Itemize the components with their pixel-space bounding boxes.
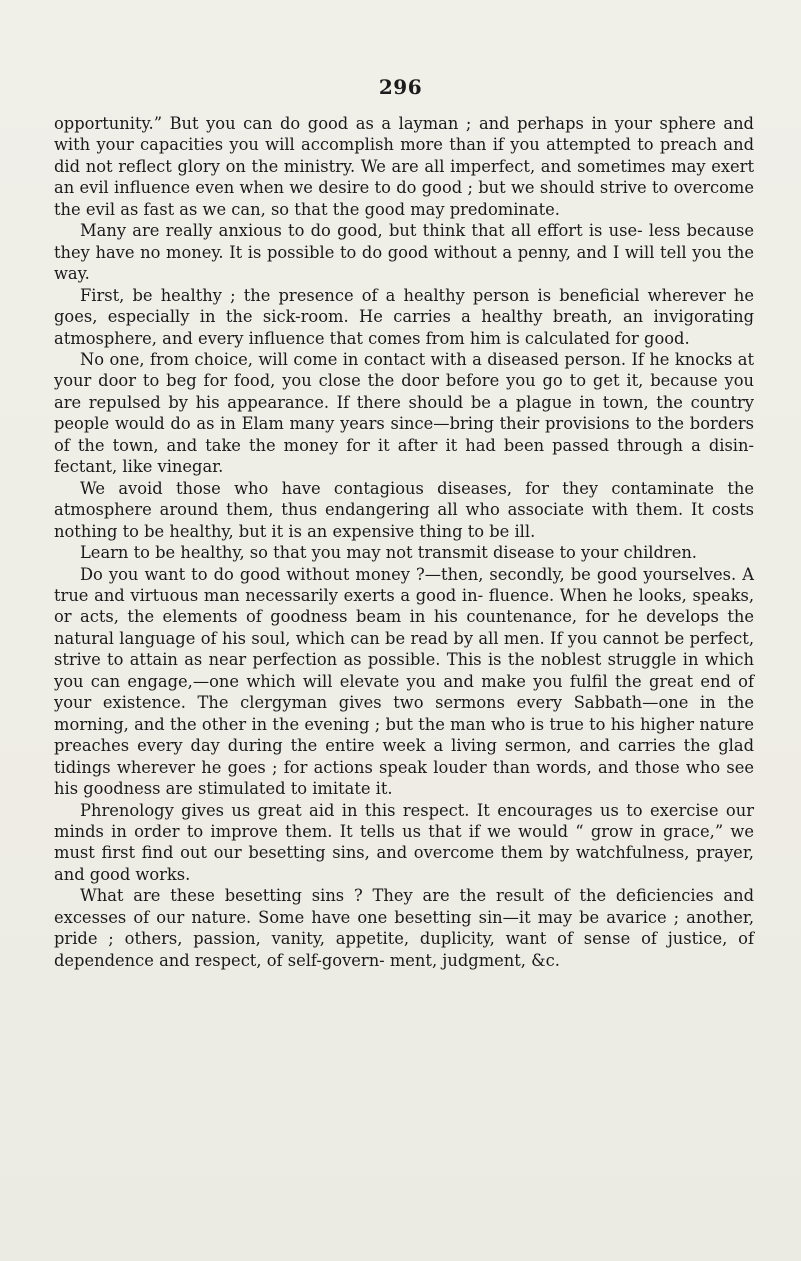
page-number: 296 [378, 75, 423, 99]
paragraph: Phrenology gives us great aid in this respect. It encourages us to exercise our minds in order to improve them. It tells us that if we would “ grow in grace,” we must first find out our besetting sins, and overcome them by watchfulness, prayer, and good works. [54, 800, 754, 884]
paragraph: Do you want to do good without money ?—then, secondly, be good yourselves. A true and virtuous man necessarily exerts a good in- fluence. When he looks, speaks, or acts, the elements of goodness beam in his countenance, for he develops the natural language of his soul, which can be read by all men. If you cannot be perfect, strive to attain as near perfection as possible. This is the noblest struggle in which you can engage,—one which will elevate you and make you fulfil the great end of your existence. The clergyman gives two sermons every Sabbath—one in the morning, and the other in the evening ; but the man who is true to his higher nature preaches every day during the entire week a living sermon, and carries the glad tidings wherever he goes ; for actions speak louder than words, and those who see his goodness are stimulated to imitate it. [54, 564, 754, 799]
paragraph: We avoid those who have contagious diseases, for they contaminate the atmosphere around them, thus endangering all who associate with them. It costs nothing to be healthy, but it is an expensive thing to be ill. [54, 478, 754, 541]
paragraph: Many are really anxious to do good, but think that all effort is use- less because they have no money. It is possible to do good without a penny, and I will tell you the way. [54, 221, 754, 284]
paragraph: First, be healthy ; the presence of a healthy person is beneficial wherever he goes, especially in the sick-room. He carries a healthy breath, an invigorating atmosphere, and every influence that comes from him is calculated for good. [54, 285, 754, 348]
paragraph: What are these besetting sins ? They are the result of the deficiencies and excesses of our nature. Some have one besetting sin—it may be avarice ; another, pride ; others, passion, vanity, appetite, duplicity, want of sense of justice, of dependence and respect, of self-govern- ment, judgment, &c. [54, 886, 754, 970]
paragraph: No one, from choice, will come in contact with a diseased person. If he knocks at your door to beg for food, you close the door before you go to get it, because you are repulsed by his appearance. If there should be a plague in town, the country people would do as in Elam many years since—bring their provisions to the borders of the town, and take the money for it after it had been passed through a disin- fectant, like vinegar. [54, 349, 754, 477]
page-body [54, 113, 754, 971]
paragraph: opportunity.” But you can do good as a layman ; and perhaps in your sphere and with your capacities you will accomplish more than if you attempted to preach and did not reflect glory on the ministry. We are all imperfect, and sometimes may exert an evil influence even when we desire to do good ; but we should strive to overcome the evil as fast as we can, so that the good may predominate. [54, 114, 754, 219]
paragraph: Learn to be healthy, so that you may not transmit disease to your children. [80, 543, 697, 563]
